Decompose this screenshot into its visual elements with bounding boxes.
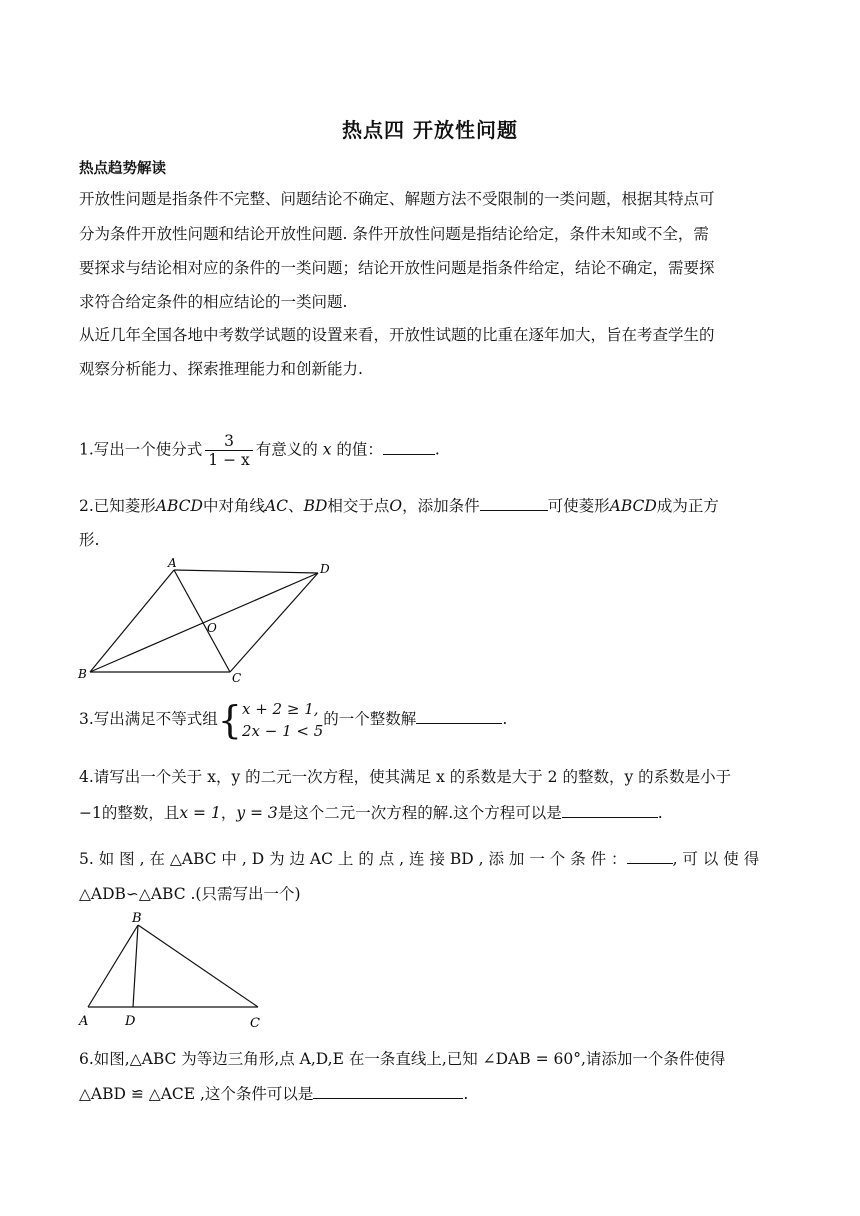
q2-sep: 、 <box>288 497 304 515</box>
label-d: D <box>320 562 330 576</box>
q5-line2: △ADB∽△ABC .(只需写出一个) <box>79 885 301 903</box>
segment-ba <box>88 925 138 1007</box>
intro-line: 求符合给定条件的相应结论的一类问题. <box>79 293 348 311</box>
q1-suffix: 的值： <box>336 440 383 459</box>
brace-symbol: { <box>217 698 242 742</box>
q2-text: 成为正方 <box>656 497 719 515</box>
q2-text: 可使菱形 <box>547 497 610 515</box>
label-a: A <box>79 1014 89 1029</box>
intro-line: 要探求与结论相对应的条件的一类问题；结论开放性问题是指条件给定，结论不确定，需要探 <box>79 259 715 277</box>
q2-bd: BD <box>303 497 328 515</box>
intro-line: 从近几年全国各地中考数学试题的设置来看，开放性试题的比重在逐年加大，旨在考查学生的 <box>79 326 715 344</box>
q4-text: −1的整数，且 <box>79 804 180 822</box>
fraction-numerator: 3 <box>205 432 252 451</box>
q2-text: 2.已知菱形 <box>79 497 156 515</box>
q4-line1: 4.请写出一个关于 x，y 的二元一次方程，使其满足 x 的系数是大于 2 的整数，y 的系数是小于 <box>79 768 732 786</box>
q5-text: , 可 以 使 得 <box>672 850 760 868</box>
answer-blank[interactable] <box>383 440 435 455</box>
answer-blank[interactable] <box>416 709 502 724</box>
label-b: B <box>78 667 87 681</box>
fraction-denominator: 1 − x <box>208 451 250 469</box>
intro-line: 开放性问题是指条件不完整、问题结论不确定、解题方法不受限制的一类问题，根据其特点可 <box>79 190 715 208</box>
q6-end: . <box>463 1085 469 1103</box>
diagonal-ac <box>174 570 230 672</box>
q2-line2: 形. <box>79 531 100 549</box>
q1-var: x <box>322 440 332 459</box>
answer-blank[interactable] <box>562 803 658 818</box>
q6-line1: 6.如图,△ABC 为等边三角形,点 A,D,E 在一条直线上,已知 ∠DAB = 60°,请添加一个条件使得 <box>79 1050 726 1068</box>
inequality-2: 2x − 1 < 5 <box>241 722 324 740</box>
answer-blank[interactable] <box>480 496 548 511</box>
label-o: O <box>207 621 217 635</box>
q1-prefix: 1.写出一个使分式 <box>79 440 203 459</box>
q6-text: △ABD ≌ △ACE ,这个条件可以是 <box>79 1085 314 1103</box>
question-3 <box>79 698 507 742</box>
q2-ac: AC <box>264 497 289 515</box>
question-5-line1 <box>79 847 759 869</box>
fraction <box>205 432 252 469</box>
q2-abcd: ABCD <box>155 497 203 515</box>
q3-suffix: 的一个整数解 <box>323 710 417 728</box>
page-title: 热点四 开放性问题 <box>342 118 518 142</box>
section-heading: 热点趋势解读 <box>79 161 166 177</box>
label-d: D <box>125 1014 136 1029</box>
q5-text: 5. 如 图 , 在 △ABC 中 , D 为 边 AC 上 的 点 , 连 接 BD , 添 加 一 个 条 件 ： <box>79 850 627 868</box>
q2-o: O <box>389 497 403 515</box>
q1-middle: 有意义的 <box>255 440 318 459</box>
segment-ad <box>174 570 318 573</box>
segment-cb <box>138 925 258 1007</box>
q4-eq2: y = 3 <box>236 804 278 822</box>
intro-line: 观察分析能力、探索推理能力和创新能力. <box>79 360 363 378</box>
label-c: C <box>250 1016 260 1031</box>
q2-text: 中对角线 <box>202 497 265 515</box>
label-a: A <box>168 556 177 570</box>
rhombus-figure <box>70 556 350 686</box>
segment-ba <box>90 570 174 672</box>
question-1 <box>79 432 440 469</box>
inequality-1: x + 2 ≥ 1, <box>241 700 319 718</box>
question-2 <box>79 494 719 516</box>
q2-text: 相交于点 <box>327 497 390 515</box>
label-c: C <box>232 671 242 685</box>
diagonal-bd <box>90 573 318 672</box>
q1-end: . <box>434 440 440 459</box>
inequality-system <box>242 698 323 742</box>
q4-end: . <box>657 804 663 822</box>
q3-prefix: 3.写出满足不等式组 <box>79 710 218 728</box>
intro-line: 分为条件开放性问题和结论开放性问题. 条件开放性问题是指结论给定，条件未知或不全，需 <box>79 225 709 243</box>
triangle-figure <box>70 908 280 1032</box>
label-b: B <box>132 911 142 926</box>
answer-blank[interactable] <box>313 1084 463 1099</box>
q2-abcd: ABCD <box>609 497 657 515</box>
segment-dc <box>230 573 318 672</box>
answer-blank[interactable] <box>627 849 673 864</box>
q4-comma: ， <box>220 804 237 822</box>
q4-eq1: x = 1 <box>179 804 221 822</box>
q4-text: 是这个二元一次方程的解.这个方程可以是 <box>277 804 562 822</box>
q2-text: ，添加条件 <box>402 497 480 515</box>
segment-bd <box>133 925 138 1007</box>
question-4-line2 <box>79 801 663 823</box>
question-6-line2 <box>79 1082 468 1104</box>
q3-end: . <box>502 710 508 728</box>
